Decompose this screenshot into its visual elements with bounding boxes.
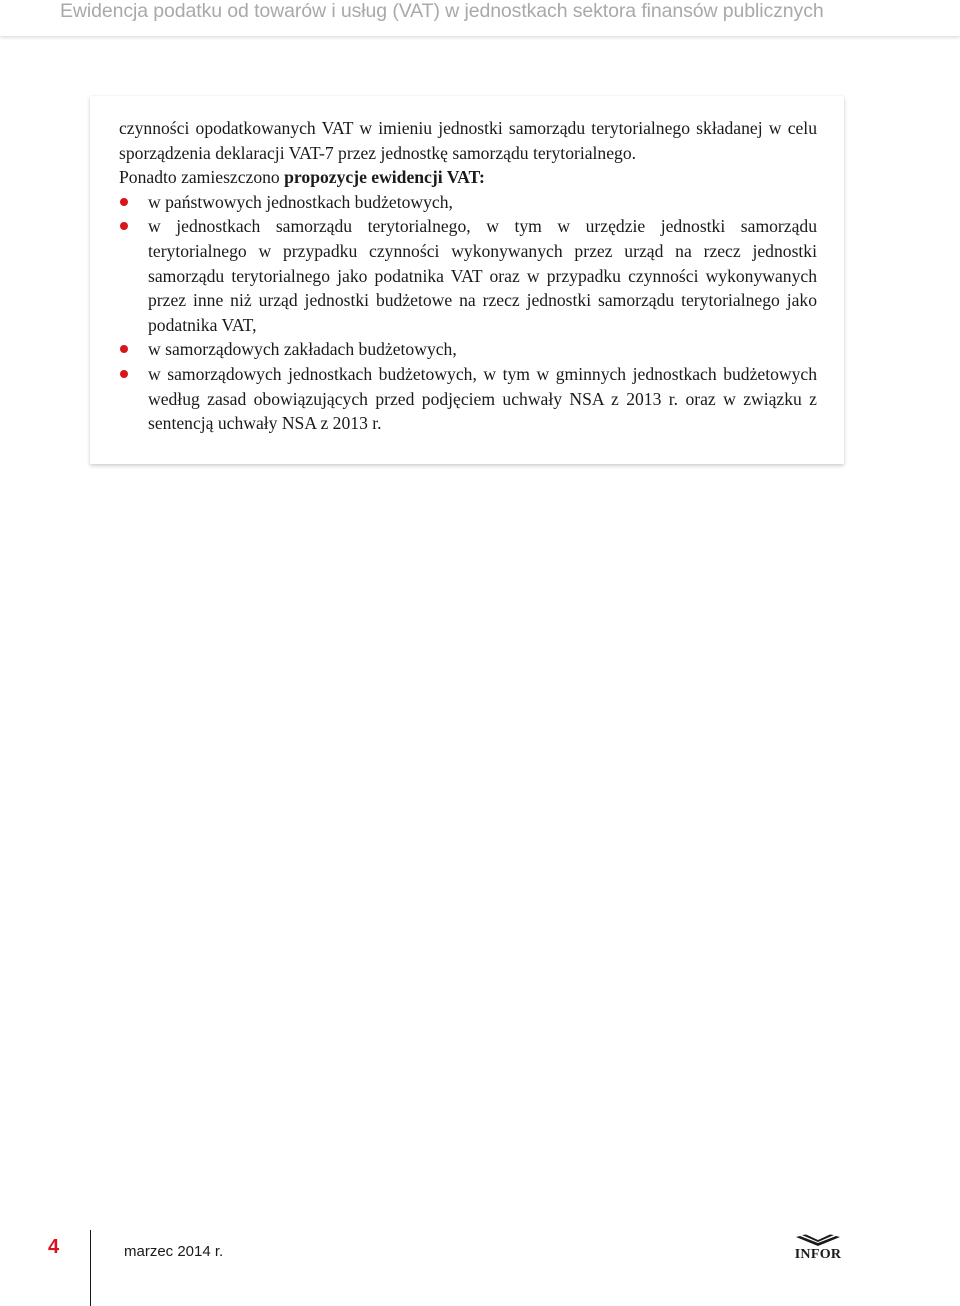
list-item — [119, 190, 817, 215]
wings-icon — [794, 1234, 842, 1248]
continuation-paragraph: czynności opodatkowanych VAT w imieniu jednostki samorządu terytorialnego składanej w celu sporządzenia deklaracji VAT-7 przez jednostkę samorządu terytorialnego. — [119, 118, 817, 163]
list-item-text: w samorządowych jednostkach budżetowych, w tym w gminnych jednostkach budżetowych według zasad obowiązujących przed podjęciem uchwały NSA z 2013 r. oraz w związku z sentencją uchwały NSA z 2013 r. — [148, 363, 817, 434]
list-item — [119, 362, 817, 436]
page-number: 4 — [48, 1236, 60, 1258]
infor-logo — [790, 1234, 846, 1264]
header-title: Ewidencja podatku od towarów i usług (VAT) w jednostkach sektora finansów publicznych — [60, 0, 824, 22]
list-item-text: w samorządowych zakładach budżetowych, — [148, 339, 457, 360]
list-item — [119, 214, 817, 337]
bullet-list — [119, 190, 817, 436]
intro-bold-text: propozycje ewidencji VAT: — [284, 167, 485, 188]
intro-text: Ponadto zamieszczono — [119, 167, 285, 188]
list-item — [119, 337, 817, 362]
content-box-body — [119, 116, 817, 436]
bullet-icon — [120, 198, 128, 206]
footer-divider — [90, 1230, 91, 1306]
bullet-icon — [120, 370, 128, 378]
intro-paragraph — [119, 165, 817, 190]
bullet-icon — [120, 222, 128, 230]
content-box — [90, 96, 844, 464]
page-header — [0, 0, 960, 36]
list-item-text: w jednostkach samorządu terytorialnego, w tym w urzędzie jednostki samorządu terytorialnego w przypadku czynności wykonywanych przez urząd na rzecz jednostki samorządu terytorialnego jako podatnika VAT oraz w przypadku czynności wykonywanych przez inne niż urząd jednostki budżetowe na rzecz jednostki samorządu terytorialnego jako podatnika VAT, — [148, 216, 817, 335]
footer-date: marzec 2014 r. — [124, 1243, 224, 1260]
logo-text: INFOR — [794, 1247, 842, 1262]
bullet-icon — [120, 345, 128, 353]
list-item-text: w państwowych jednostkach budżetowych, — [148, 191, 453, 212]
